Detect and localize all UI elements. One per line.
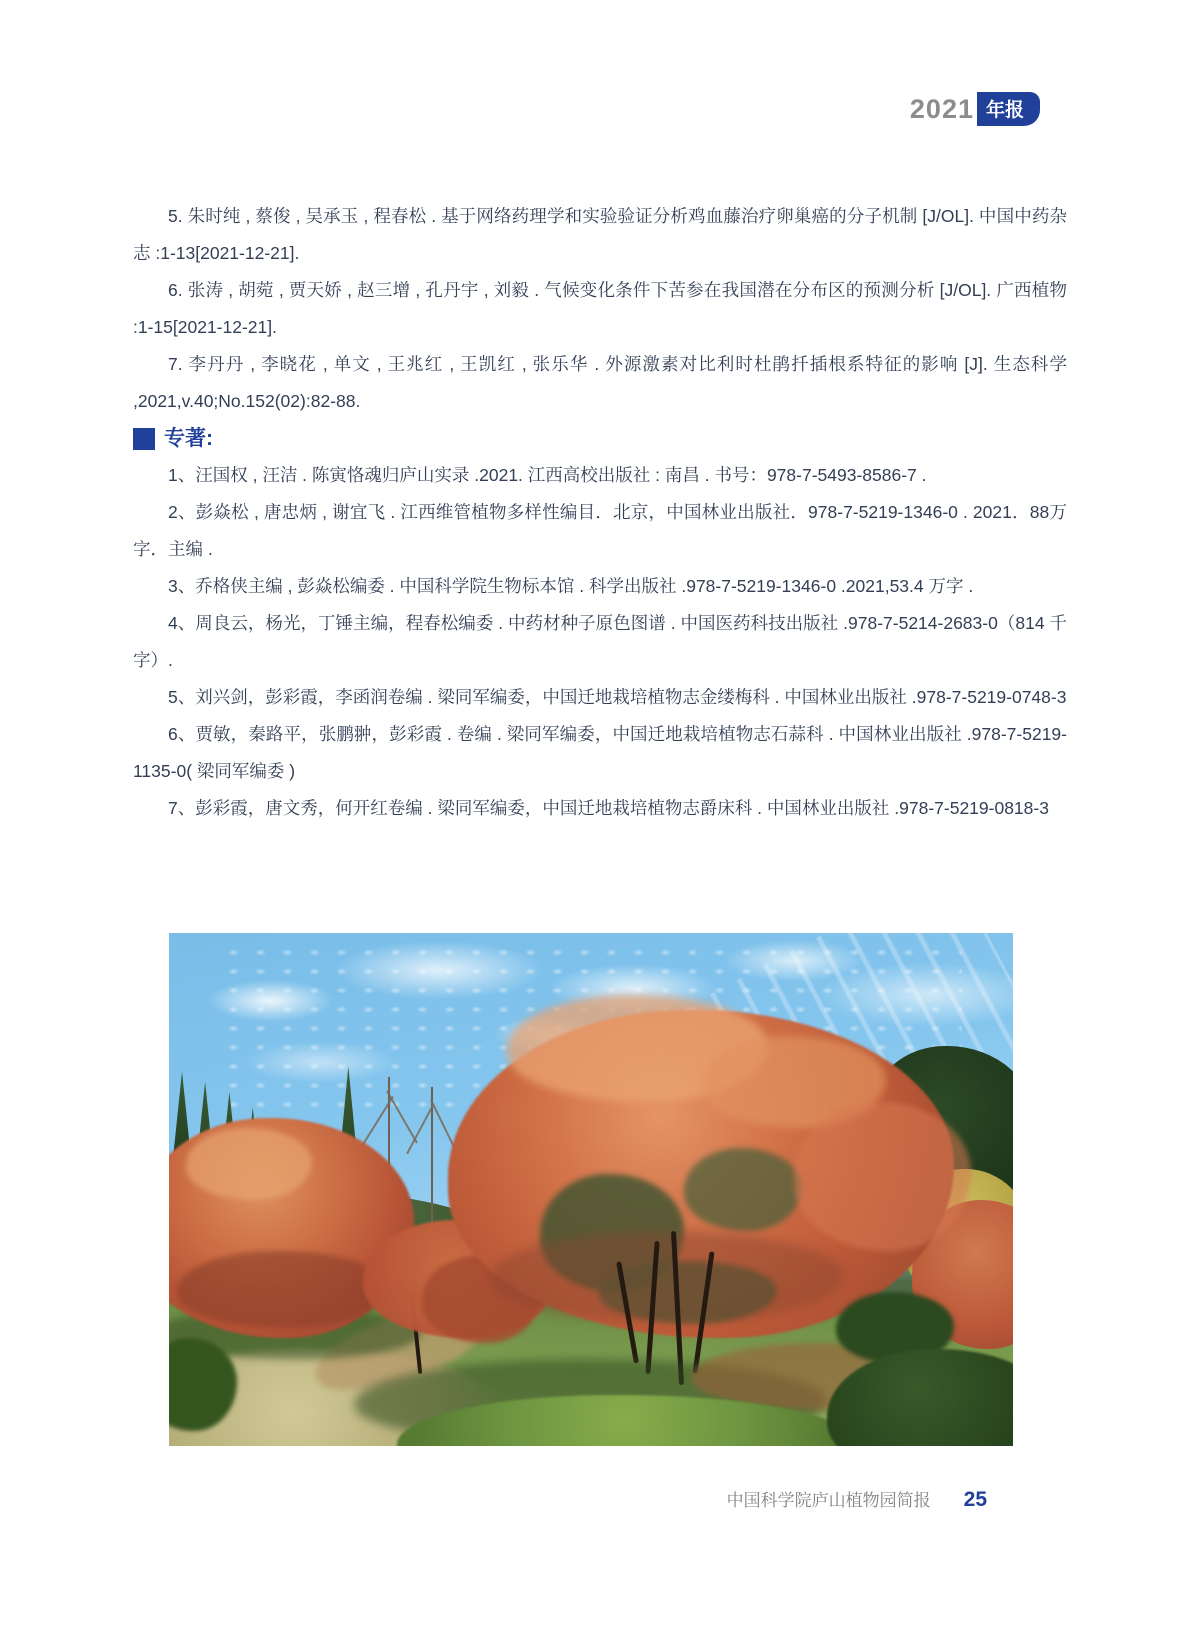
article-item: 5. 朱时纯 , 蔡俊 , 吴承玉 , 程春松 . 基于网络药理学和实验验证分析鸡血藤治疗卵巢癌的分子机制 [J/OL]. 中国中药杂志 :1-13[2021-12-21]. xyxy=(133,206,1067,263)
left-tree-shade xyxy=(177,1251,388,1328)
page-number: 25 xyxy=(963,1488,987,1511)
report-year: 2021 xyxy=(909,93,974,124)
article-item: 7. 李丹丹 , 李晓花 , 单文 , 王兆红 , 王凯红 , 张乐华 . 外源激素对比利时杜鹃扦插根系特征的影响 [J]. 生态科学 ,2021,v.40;No.152(02):82-88. xyxy=(133,354,1067,411)
monograph-item: 4、周良云，杨光，丁锤主编，程春松编委 . 中药材种子原色图谱 . 中国医药科技出版社 .978-7-5214-2683-0（814 千字）. xyxy=(133,613,1067,670)
footer-journal-name: 中国科学院庐山植物园简报 xyxy=(726,1491,931,1510)
maple-shade xyxy=(490,1231,844,1323)
section-title: 专著: xyxy=(164,427,213,450)
page-footer xyxy=(727,1486,987,1512)
maple-salmon-lobe xyxy=(794,1102,971,1251)
maple-green-patch xyxy=(684,1148,802,1230)
monograph-item: 7、彭彩霞，唐文秀，何开红卷编 . 梁同军编委，中国迁地栽培植物志爵床科 . 中国林业出版社 .978-7-5219-0818-3 xyxy=(168,798,1049,818)
monograph-item: 5、刘兴剑，彭彩霞，李函润卷编 . 梁同军编委，中国迁地栽培植物志金缕梅科 . 中国林业出版社 .978-7-5219-0748-3 xyxy=(168,687,1067,707)
report-badge: 年报 xyxy=(977,92,1040,126)
monographs-section-heading xyxy=(133,420,1067,457)
autumn-garden-photo xyxy=(169,933,1013,1446)
section-square-icon xyxy=(133,428,155,450)
article-item: 6. 张涛 , 胡菀 , 贾天娇 , 赵三增 , 孔丹宇 , 刘毅 . 气候变化条件下苦参在我国潜在分布区的预测分析 [J/OL]. 广西植物 :1-15[2021-12-21]. xyxy=(133,280,1067,337)
monograph-item: 1、汪国权 , 汪洁 . 陈寅恪魂归庐山实录 .2021. 江西高校出版社 : 南昌 . 书号：978-7-5493-8586-7 . xyxy=(168,465,927,485)
monograph-item: 3、乔格侠主编 , 彭焱松编委 . 中国科学院生物标本馆 . 科学出版社 .978-7-5219-1346-0 .2021,53.4 万字 . xyxy=(168,576,974,596)
left-tree-highlight xyxy=(186,1128,313,1200)
page-content xyxy=(133,198,1067,827)
monograph-item: 2、彭焱松 , 唐忠炳 , 谢宜飞 . 江西维管植物多样性编目．北京，中国林业出版社．978-7-5219-1346-0 . 2021．88万字．主编 . xyxy=(133,502,1067,559)
page-header xyxy=(910,92,1040,126)
monograph-item: 6、贾敏，秦路平，张鹏翀，彭彩霞 . 卷编 . 梁同军编委，中国迁地栽培植物志石蒜科 . 中国林业出版社 .978-7-5219-1135-0( 梁同军编委 ) xyxy=(133,724,1067,781)
